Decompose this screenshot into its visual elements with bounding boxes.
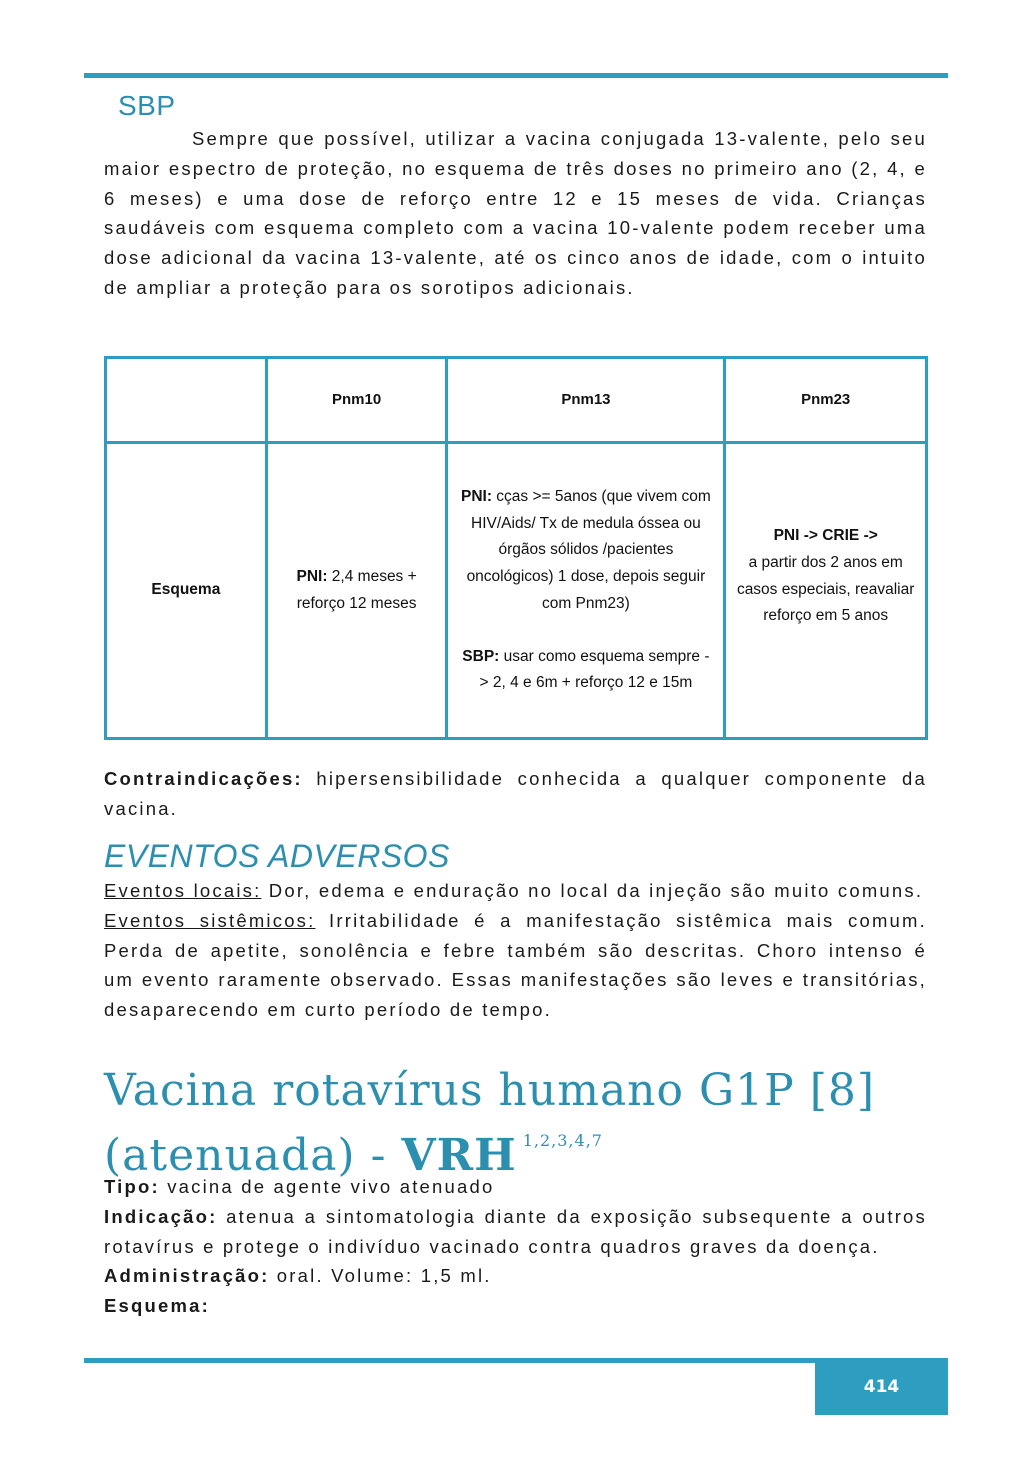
eventos-locais-label: Eventos locais:	[104, 880, 262, 901]
esquema-label: Esquema:	[104, 1295, 211, 1317]
row-label-text: Esquema	[151, 581, 221, 599]
vaccine-title	[104, 1066, 875, 1181]
row-label-esquema	[106, 443, 267, 739]
cell-pnm23	[725, 443, 927, 739]
eventos-locais-text: Dor, edema e enduração no local da injeção são muito comuns.	[261, 880, 924, 901]
vaccine-refs: 1,2,3,4,7	[522, 1131, 603, 1150]
vaccine-table	[104, 356, 928, 740]
eventos-sistemicos-label: Eventos sistêmicos:	[104, 909, 316, 931]
spacer	[458, 618, 713, 644]
header-pnm10: Pnm10	[266, 358, 447, 443]
pnm23-label: PNI -> CRIE ->	[773, 527, 878, 545]
page-number: 414	[815, 1358, 948, 1415]
pnm13-pni-text: cças >= 5anos (que vivem com HIV/Aids/ Tx de medula óssea ou órgãos sólidos /pacientes oncológicos) 1 dose, depois seguir com Pnm23)	[466, 488, 711, 612]
tipo-label: Tipo:	[104, 1176, 160, 1197]
top-rule	[84, 73, 948, 78]
pnm13-sbp-text: usar como esquema sempre -> 2, 4 e 6m + reforço 12 e 15m	[479, 647, 710, 692]
contraindicacoes-label: Contraindicações:	[104, 768, 303, 789]
indicacao-text: atenua a sintomatologia diante da exposição subsequente a outros rotavírus e protege o indivíduo vacinado contra quadros graves da doença.	[104, 1205, 927, 1257]
table-row	[106, 443, 927, 739]
vaccine-abbr: VRH	[401, 1130, 517, 1181]
cell-pnm10	[266, 443, 447, 739]
header-pnm23: Pnm23	[725, 358, 927, 443]
vaccine-title-line1: Vacina rotavírus humano G1P [8]	[104, 1065, 876, 1116]
pnm10-text: 2,4 meses + reforço 12 meses	[296, 567, 417, 612]
pnm13-sbp-label: SBP:	[462, 647, 500, 665]
pnm10-label: PNI:	[296, 567, 328, 585]
eventos-sistemicos-text: Irritabilidade é a manifestação sistêmica mais comum. Perda de apetite, sonolência e febre também são descritas. Choro intenso é um evento raramente observado. Essas manifestações são leves e transitórias, desaparecendo em curto período de tempo.	[104, 909, 927, 1021]
cell-pnm13	[447, 443, 725, 739]
contraindicacoes-paragraph	[104, 764, 927, 824]
table-header-row	[106, 358, 927, 443]
eventos-paragraph	[104, 876, 927, 1025]
sbp-paragraph: Sempre que possível, utilizar a vacina conjugada 13-valente, pelo seu maior espectro de proteção, no esquema de três doses no primeiro ano (2, 4, e 6 meses) e uma dose de reforço entre 12 e 15 meses de vida. Crianças saudáveis com esquema completo com a vacina 10-valente podem receber uma dose adicional da vacina 13-valente, até os cinco anos de idade, com o intuito de ampliar a proteção para os sorotipos adicionais.	[104, 128, 927, 298]
vaccine-details	[104, 1172, 927, 1321]
sbp-heading: SBP	[118, 90, 176, 121]
tipo-text: vacina de agente vivo atenuado	[159, 1176, 495, 1197]
pnm13-sbp	[458, 644, 713, 697]
bottom-rule	[84, 1358, 818, 1363]
indicacao-label: Indicação:	[104, 1205, 218, 1227]
header-pnm13: Pnm13	[447, 358, 725, 443]
header-empty	[106, 358, 267, 443]
eventos-adversos-heading: EVENTOS ADVERSOS	[104, 838, 450, 874]
pnm13-pni	[458, 484, 713, 618]
administracao-text: oral. Volume: 1,5 ml.	[269, 1265, 492, 1287]
pnm23-text: a partir dos 2 anos em casos especiais, reavaliar reforço em 5 anos	[736, 553, 915, 625]
pnm13-pni-label: PNI:	[461, 488, 492, 506]
contraindicacoes-text: hipersensibilidade conhecida a qualquer componente da vacina.	[104, 768, 927, 819]
vaccine-title-line2: (atenuada) -	[104, 1130, 402, 1181]
administracao-label: Administração:	[104, 1265, 270, 1287]
